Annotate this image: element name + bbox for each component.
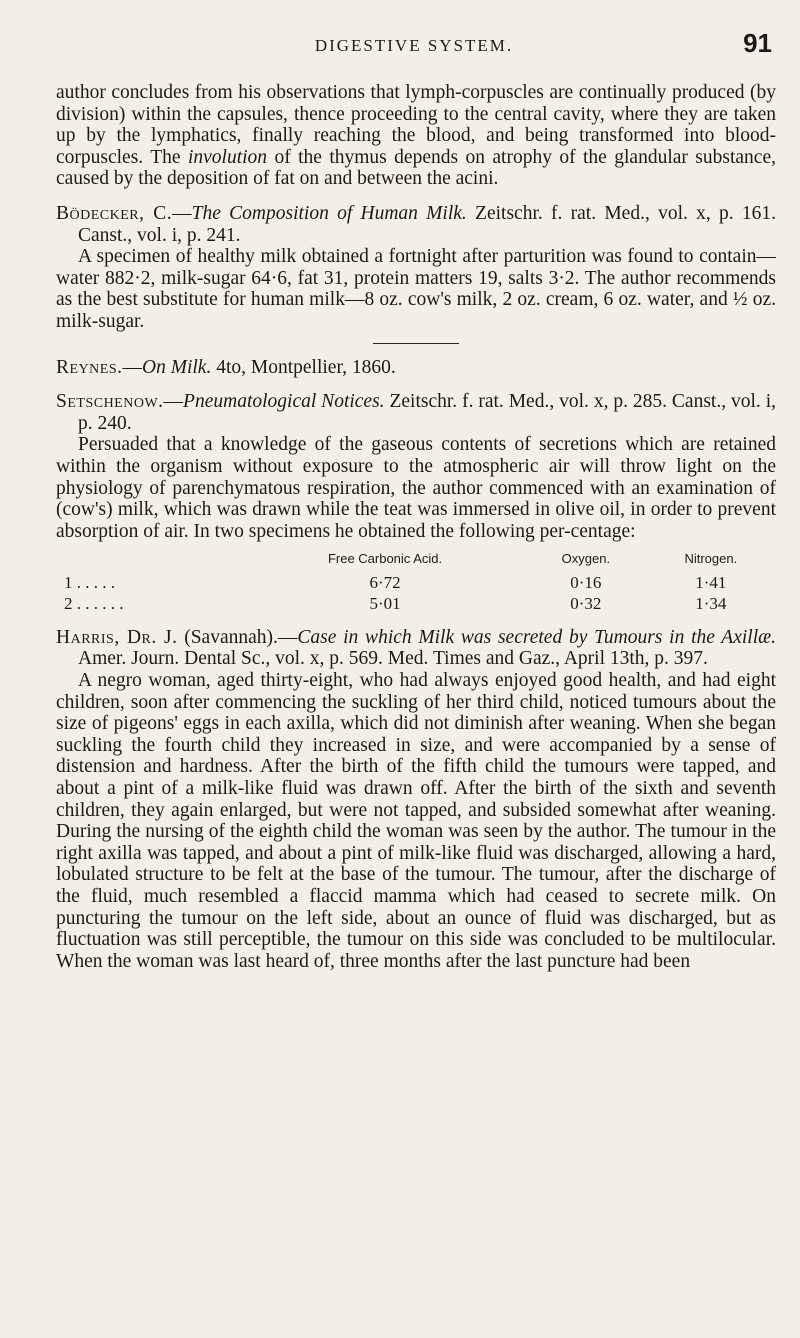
entry-citation: Amer. Journ. Dental Sc., vol. x, p. 569. Med. Times and Gaz., April 13th, p. 397.	[78, 648, 708, 670]
nitrogen-value: 1·41	[695, 572, 727, 592]
entry-heading: Reynes.—On Milk. 4to, Montpellier, 1860.	[56, 356, 396, 378]
header-nitrogen: Nitrogen.	[684, 551, 738, 567]
row-label: 1 . . . . .	[64, 572, 115, 592]
table-row	[56, 593, 776, 614]
entry-bodecker	[56, 203, 776, 344]
carbonic-acid-value: 6·72	[369, 572, 401, 592]
entry-author: Harris, Dr. J.	[56, 626, 178, 648]
entry-title: The Composition of Human Milk.	[191, 202, 467, 224]
entry-harris	[56, 627, 776, 973]
entry-heading: Setschenow.—Pneumatological Notices. Zeitschr. f. rat. Med., vol. x, p. 285. Canst., vol. i, p. 240.	[56, 391, 777, 434]
intro-italic: involution	[187, 146, 268, 168]
entry-author: Bödecker, C.	[56, 202, 173, 224]
entry-author: Reynes.	[56, 356, 123, 378]
nitrogen-value: 1·34	[695, 593, 727, 613]
intro-text-a: author concludes from his observations that lymph-corpuscles are continually produced (by division) within the capsules, thence proceeding to the central cavity, where they are taken up by the lymphatics, finally reaching the blood, and being transformed into blood-corpuscles. The	[56, 82, 776, 168]
carbonic-acid-value: 5·01	[369, 593, 401, 613]
entry-citation: 4to, Montpellier, 1860.	[211, 356, 396, 378]
separator-rule	[373, 343, 459, 344]
entry-author: Setschenow.	[56, 391, 164, 413]
oxygen-value: 0·16	[570, 572, 602, 592]
header-oxygen: Oxygen.	[561, 551, 611, 567]
page-body	[56, 82, 776, 972]
row-label: 2 . . . . . .	[64, 593, 124, 613]
entry-body: Persuaded that a knowledge of the gaseous contents of secretions which are retained within the organism without exposure to the atmospheric air will throw light on the physiology of parenchymatous respiration, the author commenced with an examination of (cow's) milk, which was drawn while the teat was immersed in olive oil, in order to prevent absorption of air. In two specimens he obtained the following per-centage:	[56, 434, 776, 542]
entry-title: On Milk.	[142, 356, 212, 378]
table-row	[56, 572, 776, 593]
entry-citation: Zeitschr. f. rat. Med., vol. x, p. 285. Canst., vol. i, p. 240.	[78, 391, 777, 434]
running-title: DIGESTIVE SYSTEM.	[314, 36, 514, 55]
entry-body: A negro woman, aged thirty-eight, who had always enjoyed good health, and had eight children, soon after commencing the suckling of her third child, noticed tumours about the size of pigeons' eggs in each axilla, which did not diminish after weaning. When she began suckling the fourth child they increased in size, and were accompanied by a sense of distension and hardness. After the birth of the fifth child the tumours were tapped, and about a pint of a milk-like fluid was drawn off. After the birth of the sixth and seventh children, they again enlarged, but were not tapped, and subsided somewhat after weaning. During the nursing of the eighth child the woman was seen by the author. The tumour in the right axilla was tapped, and about a pint of milk-like fluid was discharged, allowing a hard, lobulated structure to be felt at the base of the tumour. The tumour, after the discharge of the fluid, much resembled a flaccid mamma which had ceased to secrete milk. On puncturing the tumour on the left side, about an ounce of fluid was discharged, but as fluctuation was still perceptible, the tumour on this side was concluded to be multilocular. When the woman was last heard of, three months after the last puncture had been	[56, 670, 776, 972]
page-number: 91	[743, 28, 772, 58]
gas-table	[56, 546, 776, 614]
entry-setschenow	[56, 391, 776, 614]
entry-heading: Bödecker, C.—The Composition of Human Milk. Zeitschr. f. rat. Med., vol. x, p. 161. Canst., vol. i, p. 241.	[56, 202, 777, 246]
intro-paragraph	[56, 82, 776, 190]
intro-text-b: of the thymus depends on atrophy of the glandular substance, caused by the deposition of fat on and between the acini.	[56, 146, 776, 190]
entry-reynes	[56, 357, 776, 379]
header-carbonic-acid: Free Carbonic Acid.	[327, 551, 443, 567]
header-blank	[56, 546, 244, 572]
page-header	[56, 28, 772, 68]
entry-heading	[56, 627, 776, 670]
oxygen-value: 0·32	[570, 593, 602, 613]
entry-body: A specimen of healthy milk obtained a fortnight after parturition was found to contain—water 882·2, milk-sugar 64·6, fat 31, protein matters 19, salts 3·2. The author recommends as the best substitute for human milk—8 oz. cow's milk, 2 oz. cream, 6 oz. water, and ½ oz. milk-sugar.	[56, 246, 776, 332]
entry-title: Pneumatological Notices.	[183, 391, 385, 413]
entry-citation: Zeitschr. f. rat. Med., vol. x, p. 161. Canst., vol. i, p. 241.	[78, 202, 777, 246]
entry-title: Case in which Milk was secreted by Tumours in the Axillæ.	[297, 626, 776, 648]
gas-table-header	[56, 546, 776, 572]
entry-location: (Savannah).—	[177, 626, 298, 648]
